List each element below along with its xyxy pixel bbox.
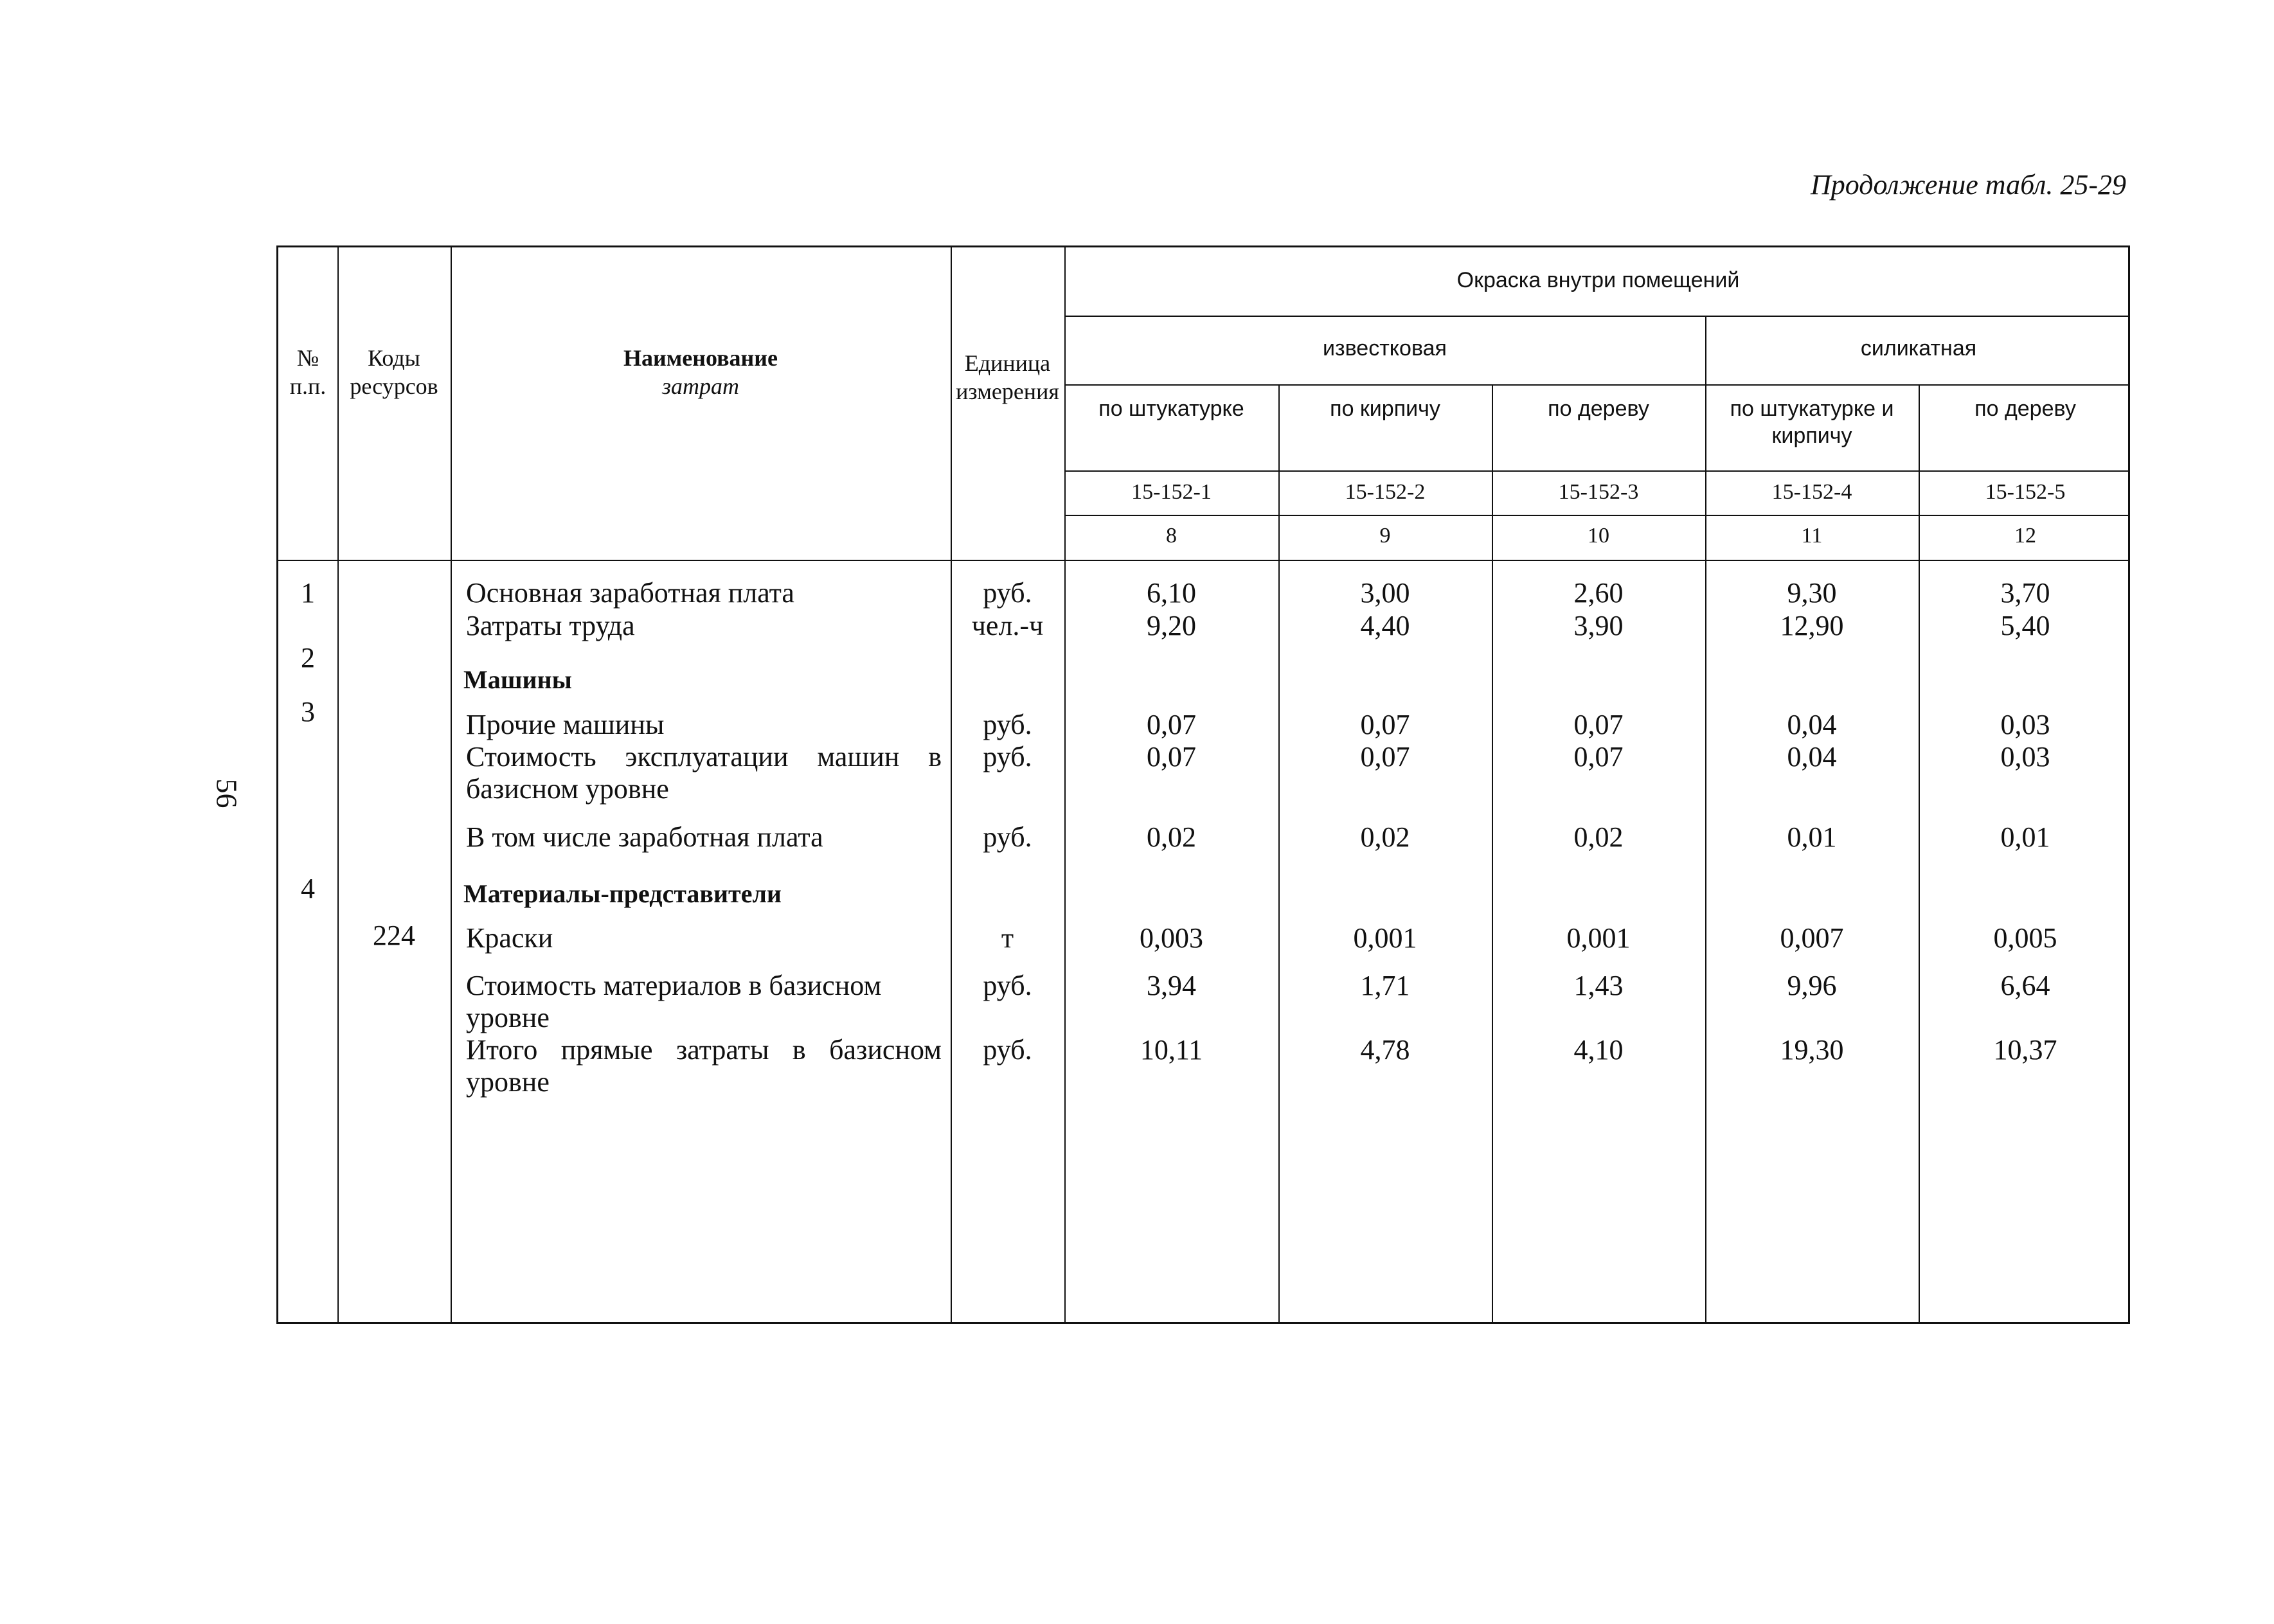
row-unit: руб. (983, 1034, 1032, 1066)
col-divider (451, 247, 452, 1322)
header-code: 15-152-1 (1131, 480, 1212, 504)
row-unit: руб. (983, 970, 1032, 1001)
header-code: 15-152-4 (1771, 480, 1852, 504)
row-unit: руб. (983, 821, 1032, 853)
header-code: 15-152-5 (1985, 480, 2066, 504)
row-value: 19,30 (1780, 1034, 1844, 1066)
header-col-number: 11 (1801, 524, 1823, 548)
row-name: Основная заработная плата (466, 577, 794, 609)
row-value: 0,01 (2000, 821, 2050, 853)
section-title: Машины (463, 665, 572, 694)
row-value: 0,02 (1573, 821, 1624, 853)
row-value: 1,43 (1573, 970, 1624, 1001)
row-no: 4 (301, 873, 315, 904)
row-divider (1064, 515, 2128, 516)
row-value: 0,07 (1360, 741, 1410, 772)
row-value: 9,96 (1787, 970, 1837, 1001)
col-divider (1705, 316, 1706, 1322)
header-no: № п.п. (289, 345, 327, 399)
row-value: 0,005 (1993, 922, 2057, 954)
header-col-number: 12 (2014, 524, 2036, 548)
row-value: 6,10 (1147, 577, 1196, 609)
row-value: 4,40 (1360, 610, 1410, 641)
header-subgroup-lime: известковая (1323, 336, 1447, 361)
row-name: Затраты труда (466, 610, 635, 641)
row-value: 9,30 (1787, 577, 1837, 609)
row-name-cont: базисном уровне (466, 773, 669, 805)
row-no: 3 (301, 696, 315, 727)
row-value: 0,07 (1573, 741, 1624, 772)
row-value: 0,001 (1353, 922, 1417, 954)
row-value: 10,37 (1993, 1034, 2057, 1066)
row-unit: руб. (983, 741, 1032, 772)
row-divider (1064, 384, 2128, 386)
row-unit: руб. (983, 577, 1032, 609)
header-code: 15-152-3 (1558, 480, 1639, 504)
row-divider (1064, 316, 2128, 317)
row-value: 0,07 (1360, 709, 1410, 740)
row-value: 6,64 (2000, 970, 2050, 1001)
row-name-cont: уровне (466, 1002, 550, 1033)
row-no: 2 (301, 642, 315, 674)
header-codes: Коды ресурсов (350, 345, 438, 399)
row-value: 0,03 (2000, 709, 2050, 740)
row-value: 2,60 (1573, 577, 1624, 609)
cost-table (276, 245, 2130, 1324)
row-no: 1 (301, 577, 315, 609)
row-value: 0,02 (1360, 821, 1410, 853)
row-unit: руб. (983, 709, 1032, 740)
col-divider (951, 247, 952, 1322)
row-value: 10,11 (1140, 1034, 1203, 1066)
header-col-number: 8 (1166, 524, 1177, 548)
row-value: 0,07 (1147, 709, 1196, 740)
col-divider (337, 247, 339, 1322)
header-group-title: Окраска внутри помещений (1456, 268, 1740, 292)
header-name: Наименование затрат (623, 345, 778, 399)
row-value: 5,40 (2000, 610, 2050, 641)
row-value: 4,10 (1573, 1034, 1624, 1066)
row-value: 12,90 (1780, 610, 1844, 641)
row-unit: т (1001, 922, 1014, 954)
row-name-cont: уровне (466, 1066, 550, 1098)
header-unit: Единица измерения (956, 350, 1059, 404)
row-value: 1,71 (1360, 970, 1410, 1001)
row-value: 0,07 (1573, 709, 1624, 740)
row-value: 9,20 (1147, 610, 1196, 641)
header-col-number: 10 (1588, 524, 1609, 548)
row-value: 0,04 (1787, 709, 1837, 740)
row-name: Стоимость материалов в базисном (466, 970, 882, 1001)
row-value: 0,003 (1140, 922, 1203, 954)
header-code: 15-152-2 (1345, 480, 1426, 504)
row-code: 224 (373, 920, 415, 951)
page-number: 56 (210, 778, 244, 808)
header-bottom-divider (278, 560, 2128, 561)
row-name: Краски (466, 922, 553, 954)
header-subcol: по дереву (1548, 397, 1649, 421)
header-subcol: по штукатурке и кирпичу (1730, 397, 1894, 448)
row-name: Стоимость эксплуатации машин в (466, 741, 942, 772)
table-caption: Продолжение табл. 25-29 (1811, 169, 2126, 201)
row-value: 0,001 (1566, 922, 1631, 954)
row-name: Прочие машины (466, 709, 665, 740)
header-subcol: по дереву (1974, 397, 2076, 421)
row-unit: чел.-ч (971, 610, 1044, 641)
header-subgroup-silicate: силикатная (1860, 336, 1977, 361)
header-subcol: по штукатурке (1098, 397, 1244, 421)
row-value: 0,007 (1780, 922, 1844, 954)
row-value: 0,01 (1787, 821, 1837, 853)
row-value: 0,02 (1147, 821, 1196, 853)
row-value: 0,04 (1787, 741, 1837, 772)
row-name: В том числе заработная плата (466, 821, 823, 853)
header-col-number: 9 (1379, 524, 1391, 548)
row-value: 0,03 (2000, 741, 2050, 772)
row-divider (1064, 470, 2128, 472)
row-value: 3,90 (1573, 610, 1624, 641)
row-value: 3,94 (1147, 970, 1196, 1001)
header-subcol: по кирпичу (1330, 397, 1440, 421)
row-value: 3,00 (1360, 577, 1410, 609)
row-name: Итого прямые затраты в базисном (466, 1034, 942, 1066)
row-value: 0,07 (1147, 741, 1196, 772)
section-title: Материалы-представители (463, 879, 782, 908)
row-value: 3,70 (2000, 577, 2050, 609)
row-value: 4,78 (1360, 1034, 1410, 1066)
